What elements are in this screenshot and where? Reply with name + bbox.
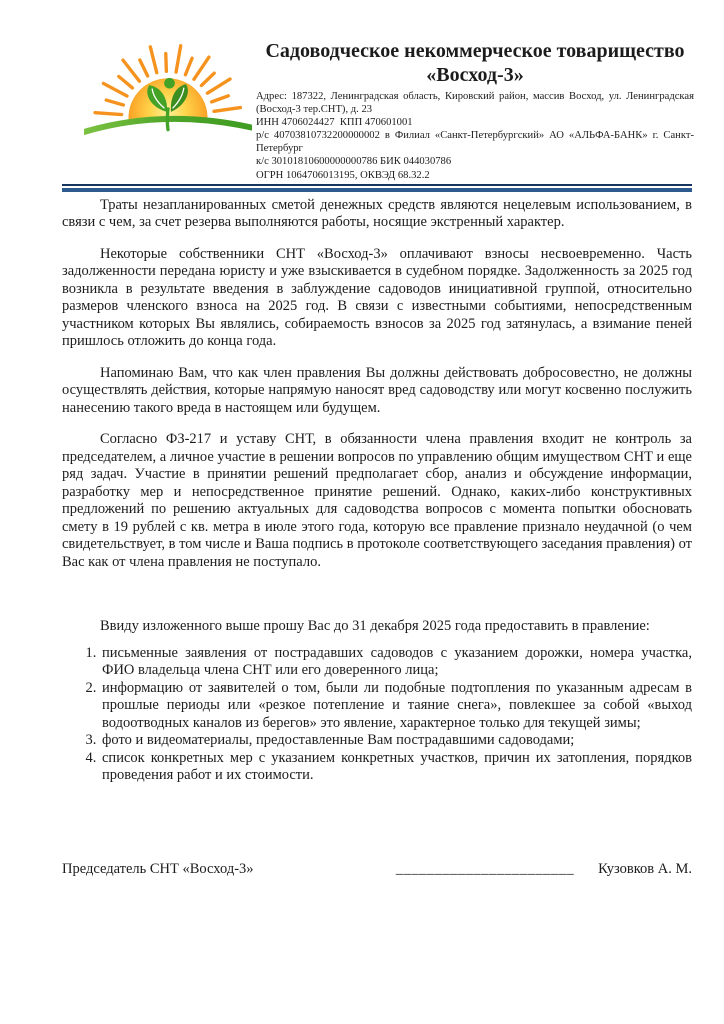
request-list — [62, 645, 692, 785]
list-item: 2. информацию от заявителей о том, были ли подобные подтопления по указанным адресам в прошлые периоды или «резкое потепление и таяние снега», повлекшее за собой «выход водоотводных каналов из берегов» это явление, характерное только для текущей зимы; — [100, 680, 692, 733]
signature-name: Кузовков А. М. — [598, 860, 692, 877]
org-name-title: «Восход-3» — [426, 64, 524, 86]
address-block — [256, 90, 694, 182]
list-item: 4. список конкретных мер с указанием конкретных участков, причин их затопления, порядков проведения работ и их стоимости. — [100, 750, 692, 785]
settlement-account-line: р/с 40703810732200000002 в Филиал «Санкт-Петербургский» АО «АЛЬФА-БАНК» г. Санкт-Петербург — [256, 130, 694, 155]
paragraph-overdue-fees: Некоторые собственники СНТ «Восход-3» оплачивают взносы несвоевременно. Часть задолженности передана юристу и уже взыскивается в судебном порядке. Задолженность за 2025 год возникла в результате введения в заблуждение садоводов инициативной группой, относительно размеров членского взноса на 2025 год. В связи с известными событиями, непосредственным участником которых Вы являлись, собираемость взносов за 2025 год затянулась, а взимание пеней пришлось отложить до конца года. — [62, 245, 692, 350]
list-item: 1. письменные заявления от пострадавших садоводов с указанием дорожки, номера участка, ФИО владельца члена СНТ или его доверенного лица; — [100, 645, 692, 680]
letterhead-text — [252, 36, 694, 182]
paragraph-fz217-duties: Согласно ФЗ-217 и уставу СНТ, в обязанности члена правления входит не контроль за председателем, а личное участие в решении вопросов по управлению общим имуществом СНТ и еще ряд задач. Участие в принятии решений предполагает сбор, анализ и обсуждение информации, разработку мер и непосредственное принятие решений. Однако, каких-либо конструктивных предложений по решению актуальных для садоводства вопросов с момента попытки обосновать смету в 19 рублей с кв. метра в июле этого года, которую все правление признало неудачной (о чем свидетельствует, в том числе и Ваша подпись в протоколе соответствующего заседания правления) от Вас как от члена правления не поступало. — [62, 431, 692, 570]
ogrn-line: ОГРН 1064706013195, ОКВЭД 68.32.2 — [256, 169, 430, 181]
list-item: 3. фото и видеоматериалы, предоставленные Вам пострадавшими садоводами; — [100, 732, 692, 750]
sunrise-plant-logo-icon — [84, 40, 252, 158]
org-type-title: Садоводческое некоммерческое товарищество — [265, 40, 685, 62]
org-logo — [84, 40, 252, 158]
request-intro: Ввиду изложенного выше прошу Вас до 31 декабря 2025 года предоставить в правление: — [100, 618, 650, 635]
signature-line: _______________________ — [395, 860, 575, 877]
inn-kpp-line: ИНН 4706024427 КПП 470601001 — [256, 117, 413, 129]
signature-block — [62, 861, 692, 878]
paragraph-board-member-duty: Напоминаю Вам, что как член правления Вы должны действовать добросовестно, не должны осуществлять действия, которые напрямую наносят вред садоводству или могут косвенно послужить нанесению такого вреда в настоящем или будущем. — [62, 364, 692, 416]
letter-body — [0, 192, 724, 785]
paragraph-unplanned-expenses: Траты незапланированных сметой денежных средств являются нецелевым использованием, в связи с чем, за счет резерва выполняются работы, носящие экстренный характер. — [62, 196, 692, 231]
signature-title: Председатель СНТ «Восход-3» — [62, 860, 254, 877]
corr-account-line: к/с 30101810600000000786 БИК 044030786 — [256, 156, 452, 168]
address-line: Адрес: 187322, Ленинградская область, Кировский район, массив Восход, ул. Ленинградская (Восход-3 тер.СНТ), д. 23 — [256, 91, 694, 116]
letterhead — [0, 0, 724, 182]
letterhead-divider — [62, 184, 692, 192]
